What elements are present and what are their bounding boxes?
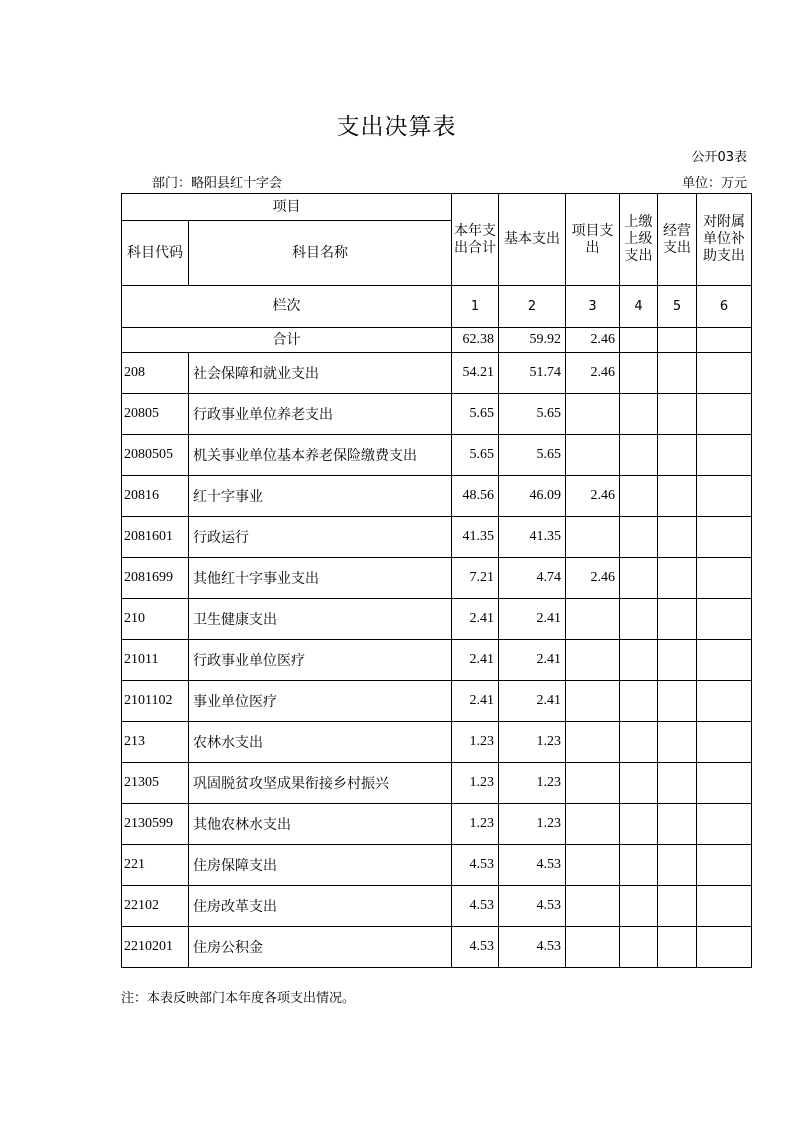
row-basic: 46.09 <box>499 476 566 517</box>
empty-cell <box>658 394 697 435</box>
column-number: 3 <box>566 286 620 328</box>
empty-cell <box>658 722 697 763</box>
column-number: 4 <box>620 286 658 328</box>
table-row <box>122 558 752 599</box>
row-code: 21011 <box>122 640 189 681</box>
table-row <box>122 353 752 394</box>
empty-cell <box>697 394 752 435</box>
row-project <box>566 599 620 640</box>
row-project <box>566 722 620 763</box>
row-total: 4.53 <box>452 886 499 927</box>
row-name: 机关事业单位基本养老保险缴费支出 <box>189 435 452 476</box>
empty-cell <box>658 558 697 599</box>
row-project <box>566 640 620 681</box>
header-code: 科目代码 <box>122 221 189 286</box>
row-total: 7.21 <box>452 558 499 599</box>
column-number-row <box>122 286 752 328</box>
empty-cell <box>620 476 658 517</box>
table-row <box>122 476 752 517</box>
summary-label: 合计 <box>122 328 452 353</box>
data-rows <box>122 353 752 968</box>
row-basic: 2.41 <box>499 640 566 681</box>
row-total: 5.65 <box>452 394 499 435</box>
empty-cell <box>697 640 752 681</box>
empty-cell <box>620 435 658 476</box>
row-code: 20805 <box>122 394 189 435</box>
empty-cell <box>697 763 752 804</box>
table-row <box>122 681 752 722</box>
table-row <box>122 804 752 845</box>
table-row <box>122 435 752 476</box>
row-total: 4.53 <box>452 845 499 886</box>
row-code: 2081601 <box>122 517 189 558</box>
row-project <box>566 763 620 804</box>
row-code: 221 <box>122 845 189 886</box>
row-total: 1.23 <box>452 804 499 845</box>
table-row <box>122 763 752 804</box>
table-row <box>122 599 752 640</box>
row-total: 2.41 <box>452 681 499 722</box>
row-basic: 41.35 <box>499 517 566 558</box>
empty-cell <box>658 763 697 804</box>
summary-total: 62.38 <box>452 328 499 353</box>
empty-cell <box>697 558 752 599</box>
empty-cell <box>697 804 752 845</box>
row-project <box>566 517 620 558</box>
row-project: 2.46 <box>566 558 620 599</box>
row-name: 农林水支出 <box>189 722 452 763</box>
header-subsidy: 对附属单位补助支出 <box>697 194 752 286</box>
empty-cell <box>697 722 752 763</box>
empty-cell <box>697 435 752 476</box>
row-name: 红十字事业 <box>189 476 452 517</box>
row-name: 住房保障支出 <box>189 845 452 886</box>
row-code: 22102 <box>122 886 189 927</box>
empty-cell <box>697 517 752 558</box>
form-code: 公开03表 <box>691 150 747 165</box>
empty-cell <box>697 328 752 353</box>
table-row <box>122 640 752 681</box>
row-name: 住房公积金 <box>189 927 452 968</box>
empty-cell <box>697 599 752 640</box>
empty-cell <box>620 886 658 927</box>
row-basic: 2.41 <box>499 681 566 722</box>
row-total: 4.53 <box>452 927 499 968</box>
empty-cell <box>620 328 658 353</box>
row-code: 213 <box>122 722 189 763</box>
row-total: 48.56 <box>452 476 499 517</box>
empty-cell <box>658 681 697 722</box>
column-number: 5 <box>658 286 697 328</box>
empty-cell <box>658 640 697 681</box>
row-basic: 5.65 <box>499 435 566 476</box>
empty-cell <box>697 681 752 722</box>
row-project <box>566 804 620 845</box>
empty-cell <box>697 927 752 968</box>
column-number: 6 <box>697 286 752 328</box>
header-superior: 上缴上级支出 <box>620 194 658 286</box>
row-name: 行政事业单位养老支出 <box>189 394 452 435</box>
row-total: 41.35 <box>452 517 499 558</box>
row-total: 2.41 <box>452 599 499 640</box>
summary-row <box>122 328 752 353</box>
row-code: 2080505 <box>122 435 189 476</box>
row-project <box>566 886 620 927</box>
row-basic: 1.23 <box>499 804 566 845</box>
row-name: 卫生健康支出 <box>189 599 452 640</box>
row-basic: 4.53 <box>499 845 566 886</box>
row-project <box>566 845 620 886</box>
table-row <box>122 722 752 763</box>
empty-cell <box>697 476 752 517</box>
empty-cell <box>658 886 697 927</box>
row-total: 1.23 <box>452 763 499 804</box>
empty-cell <box>658 435 697 476</box>
empty-cell <box>620 640 658 681</box>
header-project: 项目支出 <box>566 194 620 286</box>
empty-cell <box>658 328 697 353</box>
empty-cell <box>620 722 658 763</box>
empty-cell <box>697 353 752 394</box>
row-basic: 4.53 <box>499 927 566 968</box>
column-number: 1 <box>452 286 499 328</box>
header-name: 科目名称 <box>189 221 452 286</box>
footnote: 注：本表反映部门本年度各项支出情况。 <box>121 991 356 1006</box>
row-total: 5.65 <box>452 435 499 476</box>
row-name: 其他农林水支出 <box>189 804 452 845</box>
table-row <box>122 517 752 558</box>
page-title: 支出决算表 <box>336 114 457 140</box>
empty-cell <box>620 558 658 599</box>
row-name: 其他红十字事业支出 <box>189 558 452 599</box>
row-name: 事业单位医疗 <box>189 681 452 722</box>
row-name: 社会保障和就业支出 <box>189 353 452 394</box>
row-project <box>566 435 620 476</box>
empty-cell <box>658 845 697 886</box>
department-label: 部门：略阳县红十字会 <box>152 176 283 191</box>
column-number: 2 <box>499 286 566 328</box>
row-code: 208 <box>122 353 189 394</box>
row-total: 54.21 <box>452 353 499 394</box>
row-basic: 4.74 <box>499 558 566 599</box>
row-basic: 5.65 <box>499 394 566 435</box>
row-code: 2081699 <box>122 558 189 599</box>
row-code: 2130599 <box>122 804 189 845</box>
empty-cell <box>658 476 697 517</box>
unit-label: 单位：万元 <box>681 176 747 191</box>
empty-cell <box>620 763 658 804</box>
empty-cell <box>658 517 697 558</box>
row-name: 行政事业单位医疗 <box>189 640 452 681</box>
row-name: 巩固脱贫攻坚成果衔接乡村振兴 <box>189 763 452 804</box>
table-row <box>122 394 752 435</box>
header-basic: 基本支出 <box>499 194 566 286</box>
header-row-1 <box>122 194 752 221</box>
table-row <box>122 845 752 886</box>
empty-cell <box>620 927 658 968</box>
row-basic: 51.74 <box>499 353 566 394</box>
empty-cell <box>620 804 658 845</box>
empty-cell <box>620 845 658 886</box>
empty-cell <box>697 886 752 927</box>
row-code: 2101102 <box>122 681 189 722</box>
row-project <box>566 927 620 968</box>
empty-cell <box>620 599 658 640</box>
header-item: 项目 <box>122 194 452 221</box>
row-project: 2.46 <box>566 353 620 394</box>
row-project: 2.46 <box>566 476 620 517</box>
row-code: 21305 <box>122 763 189 804</box>
empty-cell <box>697 845 752 886</box>
empty-cell <box>658 804 697 845</box>
row-basic: 2.41 <box>499 599 566 640</box>
row-project <box>566 681 620 722</box>
header-total: 本年支出合计 <box>452 194 499 286</box>
row-code: 2210201 <box>122 927 189 968</box>
column-row-label: 栏次 <box>122 286 452 328</box>
row-total: 2.41 <box>452 640 499 681</box>
summary-basic: 59.92 <box>499 328 566 353</box>
empty-cell <box>658 353 697 394</box>
table-row <box>122 886 752 927</box>
empty-cell <box>658 927 697 968</box>
row-name: 住房改革支出 <box>189 886 452 927</box>
empty-cell <box>620 681 658 722</box>
empty-cell <box>620 517 658 558</box>
empty-cell <box>620 394 658 435</box>
empty-cell <box>658 599 697 640</box>
row-basic: 1.23 <box>499 722 566 763</box>
summary-project: 2.46 <box>566 328 620 353</box>
row-basic: 1.23 <box>499 763 566 804</box>
row-total: 1.23 <box>452 722 499 763</box>
empty-cell <box>620 353 658 394</box>
header-business: 经营支出 <box>658 194 697 286</box>
row-project <box>566 394 620 435</box>
row-code: 20816 <box>122 476 189 517</box>
row-code: 210 <box>122 599 189 640</box>
expenditure-table <box>121 193 752 968</box>
table-row <box>122 927 752 968</box>
row-basic: 4.53 <box>499 886 566 927</box>
row-name: 行政运行 <box>189 517 452 558</box>
